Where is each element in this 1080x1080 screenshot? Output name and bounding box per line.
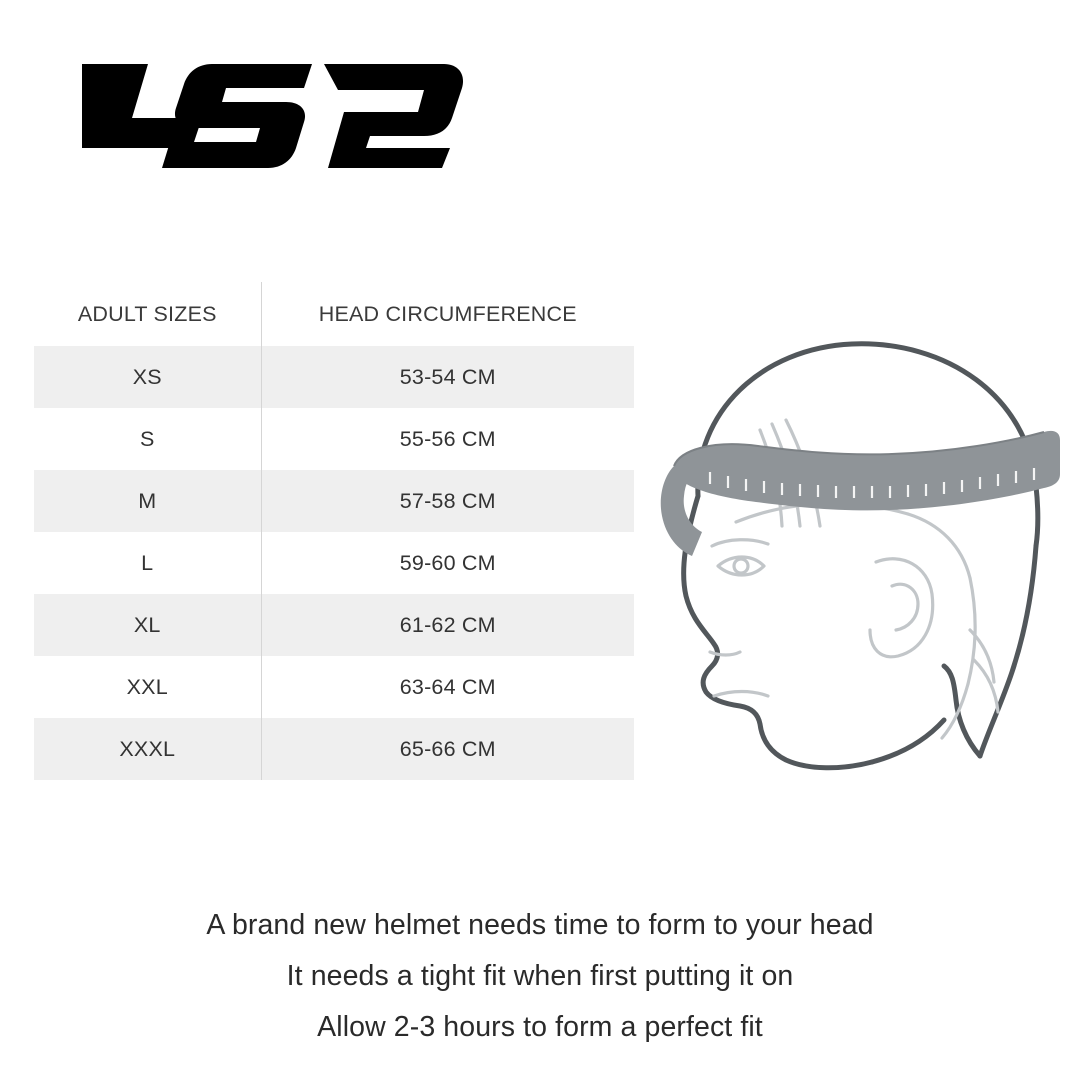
cell-size: XXL xyxy=(34,656,261,718)
cell-circumference: 59-60 CM xyxy=(261,532,634,594)
brand-logo xyxy=(52,56,472,176)
table-row xyxy=(34,656,634,718)
cell-circumference: 63-64 CM xyxy=(261,656,634,718)
cell-size: M xyxy=(34,470,261,532)
cell-size: XXXL xyxy=(34,718,261,780)
cell-circumference: 57-58 CM xyxy=(261,470,634,532)
table-row xyxy=(34,718,634,780)
brand-name-text xyxy=(52,56,53,57)
size-chart-table xyxy=(34,282,634,780)
column-header-adult-sizes: ADULT SIZES xyxy=(34,282,261,346)
cell-circumference: 61-62 CM xyxy=(261,594,634,656)
table-row xyxy=(34,594,634,656)
table-body xyxy=(34,346,634,780)
footer-line: Allow 2-3 hours to form a perfect fit xyxy=(317,1011,763,1043)
cell-circumference: 55-56 CM xyxy=(261,408,634,470)
cell-size: L xyxy=(34,532,261,594)
cell-size: S xyxy=(34,408,261,470)
cell-circumference: 65-66 CM xyxy=(261,718,634,780)
table-row xyxy=(34,346,634,408)
table-row xyxy=(34,408,634,470)
cell-size: XS xyxy=(34,346,261,408)
table-header xyxy=(34,282,634,346)
footer-line: It needs a tight fit when first putting it on xyxy=(286,960,794,992)
table-row xyxy=(34,532,634,594)
cell-size: XL xyxy=(34,594,261,656)
cell-circumference: 53-54 CM xyxy=(261,346,634,408)
column-header-head-circumference: HEAD CIRCUMFERENCE xyxy=(261,282,634,346)
ls2-logo-icon xyxy=(52,56,472,176)
head-measurement-illustration xyxy=(640,300,1070,800)
measuring-tape-icon xyxy=(661,431,1060,556)
table-row xyxy=(34,470,634,532)
footer-line: A brand new helmet needs time to form to your head xyxy=(206,909,874,941)
footer-note xyxy=(0,900,1080,1053)
table-header-row xyxy=(34,282,634,346)
head-side-profile-icon xyxy=(640,300,1070,800)
